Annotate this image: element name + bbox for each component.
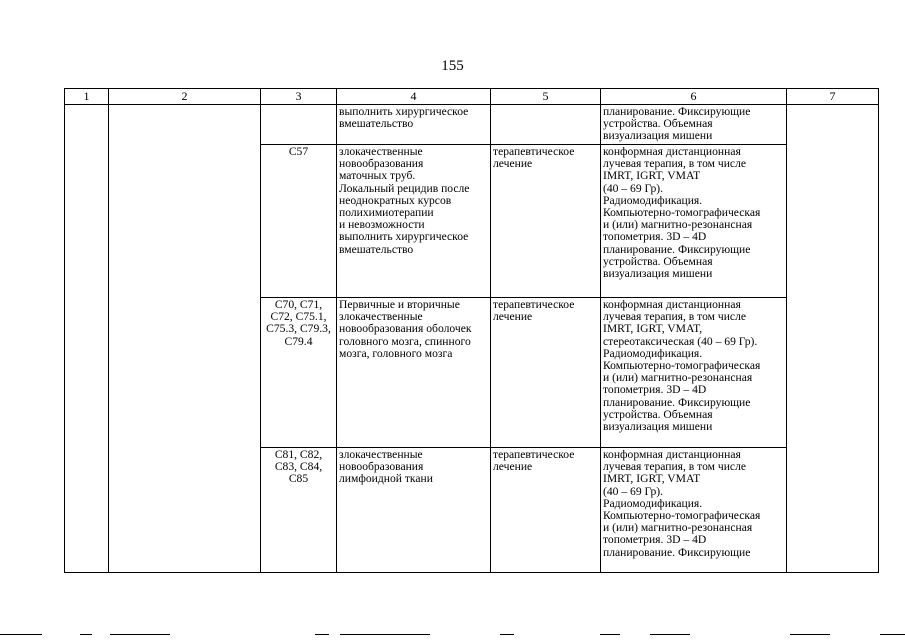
cell-text-line: устройства. Объемная bbox=[603, 117, 713, 131]
cell-text-line: планирование. Фиксирующие bbox=[603, 395, 751, 409]
header-col-5: 5 bbox=[491, 89, 601, 105]
header-col-7: 7 bbox=[787, 89, 879, 105]
cell-text-line: Первичные и вторичные bbox=[339, 298, 460, 311]
cell-text-line: лечение bbox=[493, 460, 533, 474]
cell-text-line: лечение bbox=[493, 310, 533, 324]
cell-text-line: терапевтическое bbox=[493, 145, 575, 158]
cell-text-line: неоднократных курсов bbox=[339, 193, 452, 207]
cell-text-line: терапевтическое bbox=[493, 448, 575, 461]
cell-text-line: и невозможности bbox=[339, 218, 425, 232]
diagnosis-cell bbox=[337, 145, 491, 298]
cell-text-line: Локальный рецидив после bbox=[339, 181, 470, 195]
cell-text-line: визуализация мишени bbox=[603, 129, 713, 143]
scan-edge-marks bbox=[0, 634, 905, 636]
cell-text-line: C57 bbox=[288, 145, 309, 158]
cell-text-line: C83, C84, bbox=[274, 460, 323, 474]
icd-code-cell bbox=[261, 105, 337, 145]
cell-text-line: злокачественные bbox=[339, 145, 423, 158]
cell-text-line: полихимиотерапии bbox=[339, 206, 434, 220]
page-number: 155 bbox=[441, 58, 464, 74]
cell-text-line: C85 bbox=[288, 472, 309, 486]
diagnosis-cell bbox=[337, 105, 491, 145]
cell-text-line: конформная дистанционная bbox=[603, 145, 741, 158]
icd-code-cell bbox=[261, 145, 337, 298]
table-row bbox=[65, 105, 879, 145]
header-col-4: 4 bbox=[337, 89, 491, 105]
cell-text-line: топометрия. 3D – 4D bbox=[603, 383, 707, 397]
cell-text-line: планирование. Фиксирующие bbox=[603, 545, 751, 559]
treatment-type-cell bbox=[491, 298, 601, 448]
cell-text-line: Радиомодификация. bbox=[603, 346, 703, 360]
cell-text-line: конформная дистанционная bbox=[603, 298, 741, 311]
cell-text-line: (40 – 69 Гр). bbox=[603, 181, 664, 195]
cell-text-line: планирование. Фиксирующие bbox=[603, 242, 751, 256]
cell-text-line: мозга, головного мозга bbox=[339, 346, 453, 360]
cell-text-line: новообразования оболочек bbox=[339, 322, 472, 336]
cell-text-line: лечение bbox=[493, 157, 533, 171]
cell-text-line: лучевая терапия, в том числе bbox=[603, 157, 747, 171]
cell-text-line: IMRT, IGRT, VMAT bbox=[603, 169, 701, 183]
cell-text-line: IMRT, IGRT, VMAT, bbox=[603, 322, 703, 336]
cell-text-line: конформная дистанционная bbox=[603, 448, 741, 461]
cell-text-line: терапевтическое bbox=[493, 298, 575, 311]
cell-text-line: новообразования bbox=[339, 460, 424, 474]
cell-text-line: лучевая терапия, в том числе bbox=[603, 460, 747, 474]
cell-text-line: C81, C82, bbox=[274, 448, 323, 461]
treatment-type-cell bbox=[491, 448, 601, 573]
cell-text-line: Компьютерно-томографическая bbox=[603, 359, 761, 373]
cell-text-line: лучевая терапия, в том числе bbox=[603, 310, 747, 324]
medical-care-table bbox=[64, 88, 879, 573]
cell-text-line: злокачественные bbox=[339, 448, 423, 461]
header-col-3: 3 bbox=[261, 89, 337, 105]
diagnosis-cell bbox=[337, 448, 491, 573]
cell-text-line: и (или) магнитно-резонансная bbox=[603, 371, 753, 385]
cell-text-line: (40 – 69 Гр). bbox=[603, 484, 664, 498]
cell-text-line: Компьютерно-томографическая bbox=[603, 206, 761, 220]
cell-text-line: устройства. Объемная bbox=[603, 407, 713, 421]
cell-text-line: и (или) магнитно-резонансная bbox=[603, 218, 753, 232]
treatment-method-cell bbox=[601, 105, 787, 145]
cell-text-line: вмешательство bbox=[339, 242, 414, 256]
cell-text-line: C75.3, C79.3, bbox=[266, 322, 331, 336]
header-col-1: 1 bbox=[65, 89, 109, 105]
treatment-method-cell bbox=[601, 145, 787, 298]
diagnosis-cell bbox=[337, 298, 491, 448]
header-col-2: 2 bbox=[109, 89, 261, 105]
treatment-method-cell bbox=[601, 298, 787, 448]
cell-text-line: маточных труб. bbox=[339, 169, 416, 183]
cell-text-line: C70, C71, bbox=[274, 298, 323, 311]
cell-col-2 bbox=[109, 105, 261, 573]
cell-col-1 bbox=[65, 105, 109, 573]
cell-text-line: и (или) магнитно-резонансная bbox=[603, 521, 753, 535]
cell-text-line: визуализация мишени bbox=[603, 420, 713, 434]
cell-text-line: IMRT, IGRT, VMAT bbox=[603, 472, 701, 486]
cell-text-line: вмешательство bbox=[339, 117, 414, 131]
treatment-method-cell bbox=[601, 448, 787, 573]
icd-code-cell bbox=[261, 298, 337, 448]
header-row bbox=[65, 89, 879, 105]
cell-text-line: топометрия. 3D – 4D bbox=[603, 533, 707, 547]
cell-text-line: головного мозга, спинного bbox=[339, 334, 471, 348]
cell-text-line: Компьютерно-томографическая bbox=[603, 509, 761, 523]
cell-text-line: визуализация мишени bbox=[603, 267, 713, 281]
cell-col-7 bbox=[787, 105, 879, 573]
cell-text-line: выполнить хирургическое bbox=[339, 105, 469, 118]
cell-text-line: топометрия. 3D – 4D bbox=[603, 230, 707, 244]
cell-text-line: новообразования bbox=[339, 157, 424, 171]
cell-text-line: Радиомодификация. bbox=[603, 496, 703, 510]
treatment-type-cell bbox=[491, 105, 601, 145]
cell-text-line: стереотаксическая (40 – 69 Гр). bbox=[603, 334, 758, 348]
cell-text-line: выполнить хирургическое bbox=[339, 230, 469, 244]
cell-text-line: лимфоидной ткани bbox=[339, 472, 433, 486]
treatment-type-cell bbox=[491, 145, 601, 298]
header-col-6: 6 bbox=[601, 89, 787, 105]
cell-text-line: планирование. Фиксирующие bbox=[603, 105, 751, 118]
icd-code-cell bbox=[261, 448, 337, 573]
cell-text-line: C79.4 bbox=[284, 334, 313, 348]
cell-text-line: злокачественные bbox=[339, 310, 423, 324]
cell-text-line: C72, C75.1, bbox=[270, 310, 327, 324]
cell-text-line: Радиомодификация. bbox=[603, 193, 703, 207]
cell-text-line: устройства. Объемная bbox=[603, 254, 713, 268]
